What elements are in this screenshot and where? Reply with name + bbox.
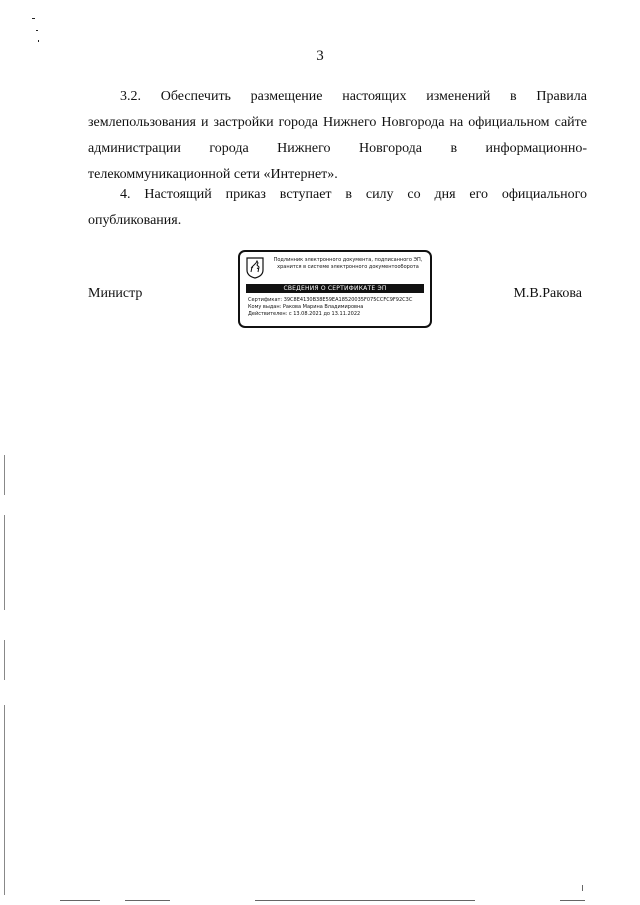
stamp-details bbox=[248, 297, 428, 318]
paragraph-3-2-last-line: телекоммуникационной сети «Интернет». bbox=[88, 167, 338, 182]
stamp-certificate: Сертификат: 39C8E4130B38E59EA18520035F075CCFC9F92C3C bbox=[248, 297, 413, 303]
coat-of-arms-icon bbox=[246, 257, 264, 279]
electronic-signature-stamp bbox=[238, 250, 432, 328]
paragraph-3-2 bbox=[88, 84, 587, 162]
scan-edge-line bbox=[4, 640, 5, 680]
paragraph-4-last-line: опубликования. bbox=[88, 213, 182, 228]
scan-edge-line bbox=[4, 515, 5, 610]
scan-bottom-line bbox=[560, 900, 585, 901]
stamp-title-bar: СВЕДЕНИЯ О СЕРТИФИКАТЕ ЭП bbox=[246, 284, 424, 293]
signatory-name: М.В.Ракова bbox=[513, 286, 582, 301]
scan-speck bbox=[36, 30, 38, 31]
scan-speck bbox=[32, 18, 35, 19]
paragraph-3-2-text: 3.2. Обеспечить размещение настоящих изменений в Правила землепользования и застройки города Нижнего Новгорода на официальном сайте администрации города Нижнего Новгорода в информационно- bbox=[88, 89, 587, 156]
stamp-header-line-1: Подлинник электронного документа, подписанного ЭП, bbox=[273, 257, 423, 263]
paragraph-4-end bbox=[88, 208, 587, 234]
scan-edge-line bbox=[4, 705, 5, 895]
page-number: 3 bbox=[316, 48, 324, 64]
scan-bottom-line bbox=[255, 900, 475, 901]
scan-bottom-line bbox=[60, 900, 100, 901]
paragraph-4 bbox=[88, 182, 587, 208]
scan-speck bbox=[38, 40, 39, 42]
paragraph-4-text: 4. Настоящий приказ вступает в силу со дня его официального bbox=[120, 187, 587, 202]
signatory-position: Министр bbox=[88, 286, 143, 301]
stamp-validity: Действителен: с 13.08.2021 до 13.11.2022 bbox=[248, 311, 361, 317]
scan-speck bbox=[582, 885, 583, 891]
scan-bottom-line bbox=[125, 900, 170, 901]
stamp-header bbox=[268, 257, 428, 271]
stamp-header-line-2: хранится в системе электронного документооборота bbox=[277, 264, 419, 270]
scan-edge-line bbox=[4, 455, 5, 495]
stamp-owner: Кому выдан: Ракова Марина Владимировна bbox=[248, 304, 364, 310]
